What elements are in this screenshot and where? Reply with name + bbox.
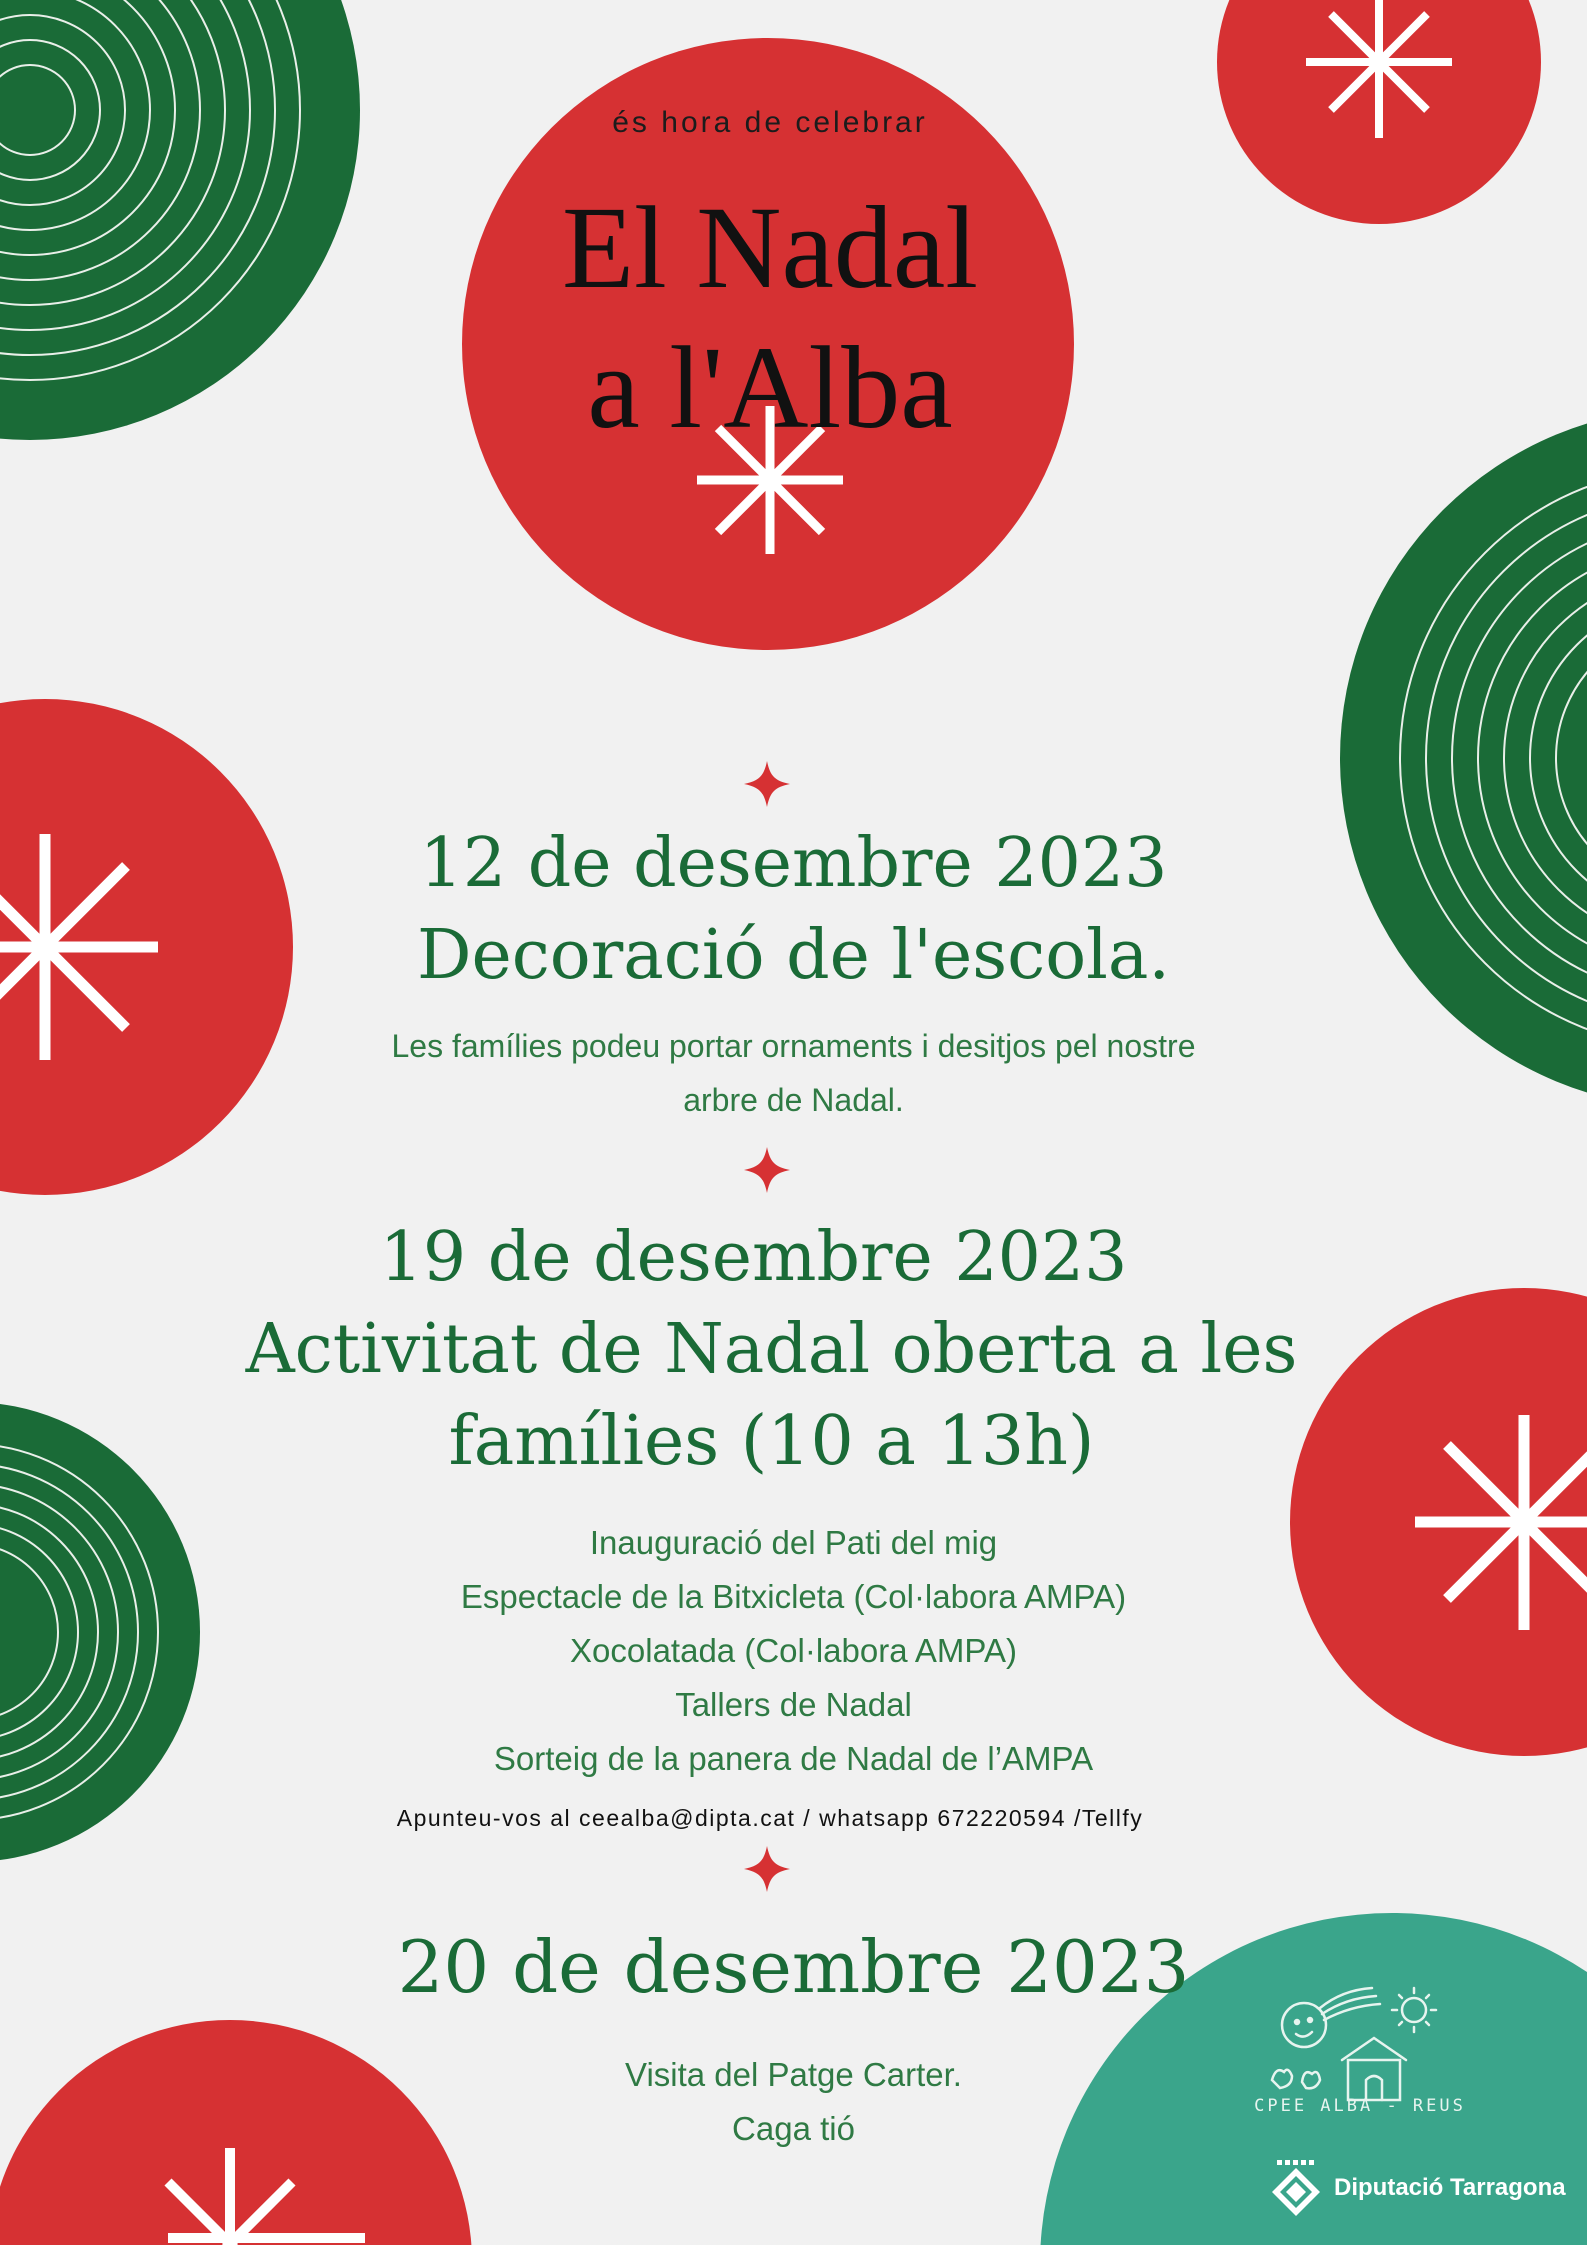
green-ring-circle-top-left [0, 0, 360, 440]
sparkle-icon [744, 1846, 790, 1892]
header-kicker: és hora de celebrar [612, 106, 928, 139]
event-1-title: Decoració de l'escola. [416, 916, 1171, 995]
event-3-date: 20 de desembre 2023 [397, 1925, 1190, 2009]
event-3-line-1: Visita del Patge Carter. [625, 2056, 962, 2093]
diputacio-logo-text: Diputació Tarragona [1334, 2174, 1566, 2201]
activity-item: Tallers de Nadal [675, 1686, 912, 1723]
sparkle-icon [744, 761, 790, 807]
event-1-description-line-1: Les famílies podeu portar ornaments i desitjos pel nostre [391, 1028, 1196, 1064]
green-ring-circle-right [1340, 408, 1587, 1108]
event-3-line-2: Caga tió [732, 2110, 855, 2147]
page-title [460, 178, 1080, 458]
contact-info: Apunteu-vos al ceealba@dipta.cat / whatsapp 672220594 /Tellfy [396, 1805, 1144, 1831]
activity-item: Inauguració del Pati del mig [589, 1524, 998, 1561]
activity-item: Sorteig de la panera de Nadal de l’AMPA [493, 1740, 1094, 1777]
title-line-2: a l'Alba [587, 322, 953, 453]
school-logo-caption: CPEE ALBA - REUS [1254, 2096, 1466, 2116]
diputacio-logo [1268, 2158, 1568, 2218]
event-2-date: 19 de desembre 2023 [379, 1218, 1128, 1297]
activity-item: Xocolatada (Col·labora AMPA) [570, 1632, 1017, 1669]
red-circle-top-right [1217, 0, 1541, 224]
diamond-emblem-icon [1268, 2158, 1324, 2218]
event-2-title-line-2: famílies (10 a 13h) [448, 1402, 1095, 1481]
event-2-title-line-1: Activitat de Nadal oberta a les [245, 1310, 1298, 1389]
event-1-description-line-2: arbre de Nadal. [683, 1082, 904, 1118]
title-line-1: El Nadal [561, 182, 979, 313]
event-1-date: 12 de desembre 2023 [419, 824, 1168, 903]
sparkle-icon [744, 1147, 790, 1193]
activity-item: Espectacle de la Bitxicleta (Col·labora AMPA) [460, 1578, 1127, 1615]
